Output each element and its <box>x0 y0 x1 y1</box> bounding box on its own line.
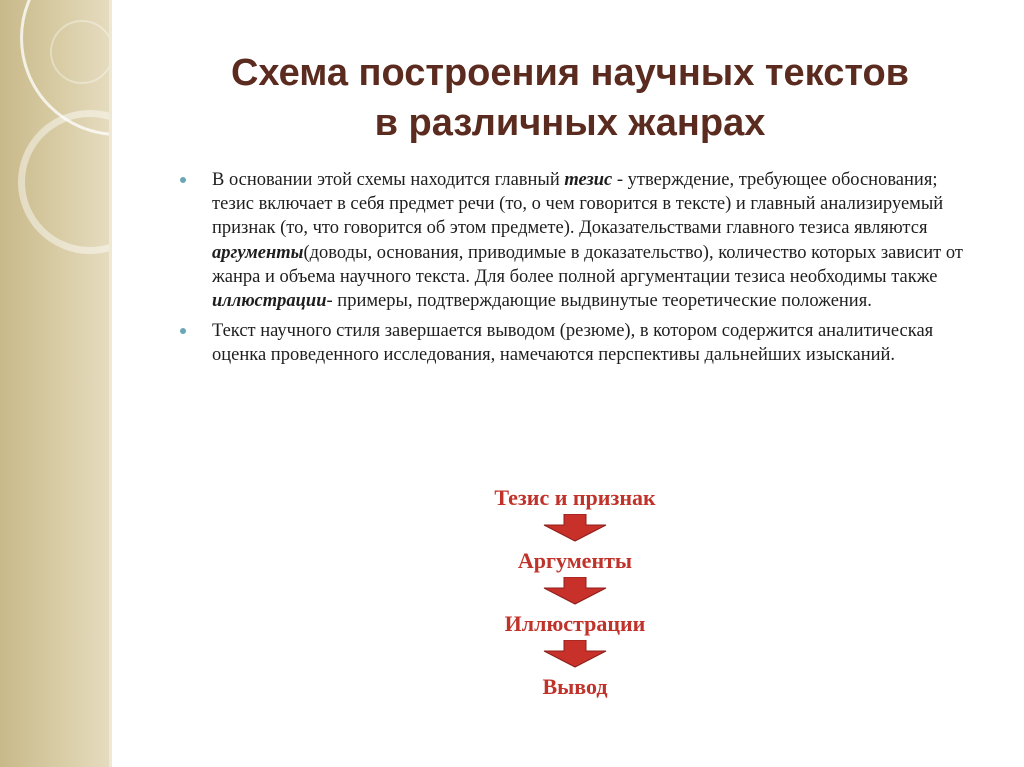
scheme-step-thesis: Тезис и признак <box>494 485 656 510</box>
bullet-item-conclusion <box>180 319 980 367</box>
scheme-step-illustrations: Иллюстрации <box>504 611 646 636</box>
arrow-down-icon <box>542 577 608 605</box>
bullet-text: - утверждение, требующее обоснования; тезис включает в себя предмет речи (то, о чем говорится в тексте) и главный анализируемый признак (то, что говорится об этом предмете). Доказательствами главного тезиса являются <box>212 170 944 239</box>
term-arguments: аргументы <box>212 242 304 263</box>
bullet-text: Текст научного стиля завершается выводом (резюме), в котором содержится аналитическая оценка проведенного исследования, намечаются перспективы дальнейших изысканий. <box>212 321 934 366</box>
scheme-step-arguments: Аргументы <box>517 548 633 573</box>
scheme-step-conclusion: Вывод <box>542 674 608 699</box>
decorative-ring <box>18 110 112 254</box>
term-illustrations: иллюстрации <box>212 291 327 312</box>
bullet-text: В основании этой схемы находится главный <box>212 170 565 190</box>
term-thesis: тезис <box>564 170 613 190</box>
decorative-side-band <box>0 0 112 767</box>
arrow-down-icon <box>542 640 608 668</box>
bullet-item-thesis <box>180 168 980 313</box>
bullet-text: - примеры, подтверждающие выдвинутые теоретические положения. <box>326 291 872 312</box>
bullet-text: (доводы, основания, приводимые в доказательство), количество которых зависит от жанра и объема научного текста. Для более полной аргументации тезиса необходимы также <box>212 242 963 287</box>
decorative-ring <box>50 20 112 84</box>
bullet-dot-icon <box>180 328 186 334</box>
bullet-dot-icon <box>180 177 186 183</box>
slide-title <box>150 48 990 148</box>
flow-scheme <box>440 484 710 701</box>
slide-title-line-2: в различных жанрах <box>374 102 766 144</box>
bullet-list <box>180 168 980 374</box>
slide-title-line-1: Схема построения научных текстов <box>230 52 910 94</box>
arrow-down-icon <box>542 514 608 542</box>
